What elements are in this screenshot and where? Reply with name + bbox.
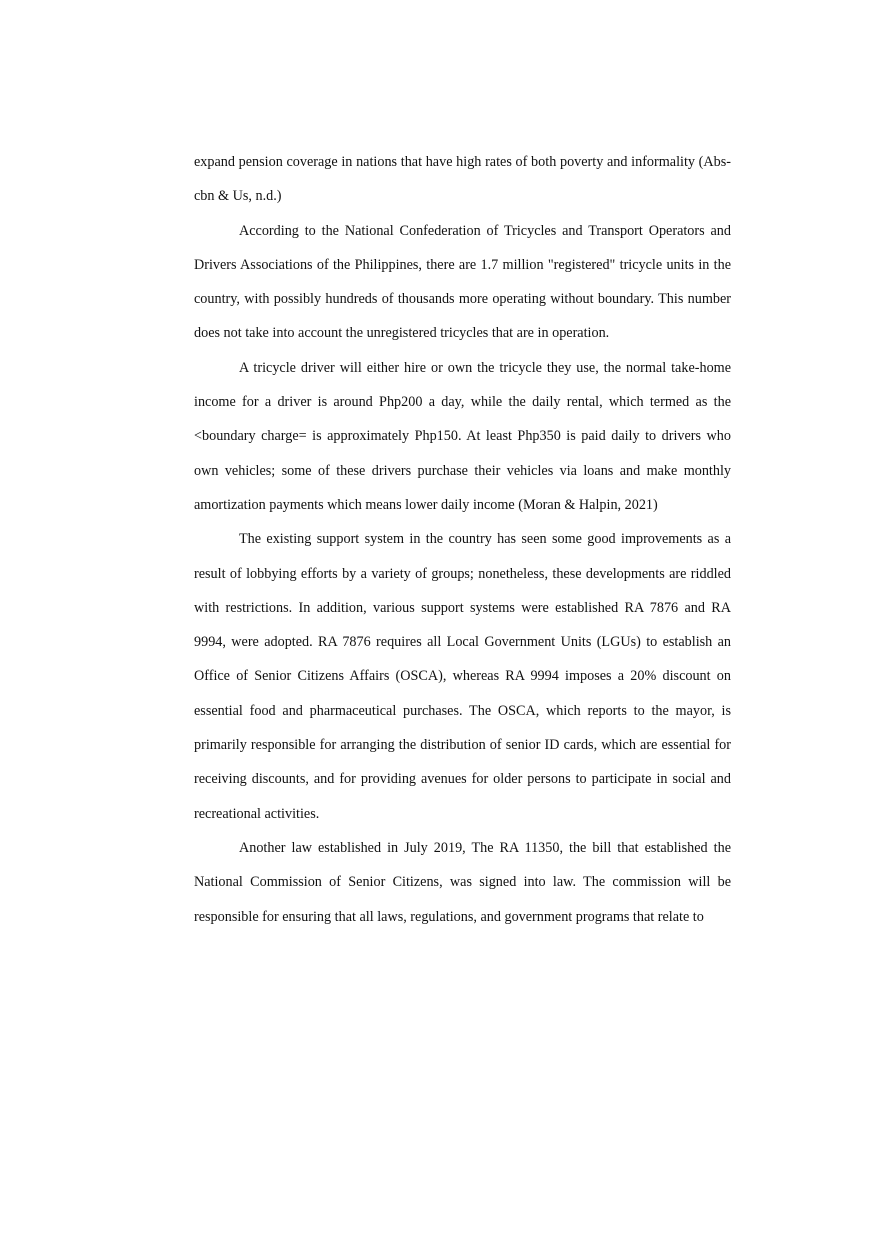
paragraph-continuation: expand pension coverage in nations that have high rates of both poverty and informality (Abs-cbn & Us, n.d.): [194, 154, 731, 205]
paragraph-tricycle-registration: According to the National Confederation of Tricycles and Transport Operators and Drivers Associations of the Philippines, there are 1.7 million "registered" tricycle units in the country, with possibly hundreds of thousands more operating without boundary. This number does not take into account the unregistered tricycles that are in operation.: [194, 222, 731, 342]
body-text: [194, 145, 731, 934]
paragraph-ra-11350: Another law established in July 2019, The RA 11350, the bill that established the National Commission of Senior Citizens, was signed into law. The commission will be responsible for ensuring that all laws, regulations, and government programs that relate to: [194, 839, 731, 925]
paragraph-support-system: The existing support system in the country has seen some good improvements as a result of lobbying efforts by a variety of groups; nonetheless, these developments are riddled with restrictions. In addition, various support systems were established RA 7876 and RA 9994, were adopted. RA 7876 requires all Local Government Units (LGUs) to establish an Office of Senior Citizens Affairs (OSCA), whereas RA 9994 imposes a 20% discount on essential food and pharmaceutical purchases. The OSCA, which reports to the mayor, is primarily responsible for arranging the distribution of senior ID cards, which are essential for receiving discounts, and for providing avenues for older persons to participate in social and recreational activities.: [194, 531, 731, 822]
paragraph-driver-income: A tricycle driver will either hire or own the tricycle they use, the normal take-home income for a driver is around Php200 a day, while the daily rental, which termed as the <boundary charge= is approximately Php150. At least Php350 is paid daily to drivers who own vehicles; some of these drivers purchase their vehicles via loans and make monthly amortization payments which means lower daily income (Moran & Halpin, 2021): [194, 359, 731, 513]
